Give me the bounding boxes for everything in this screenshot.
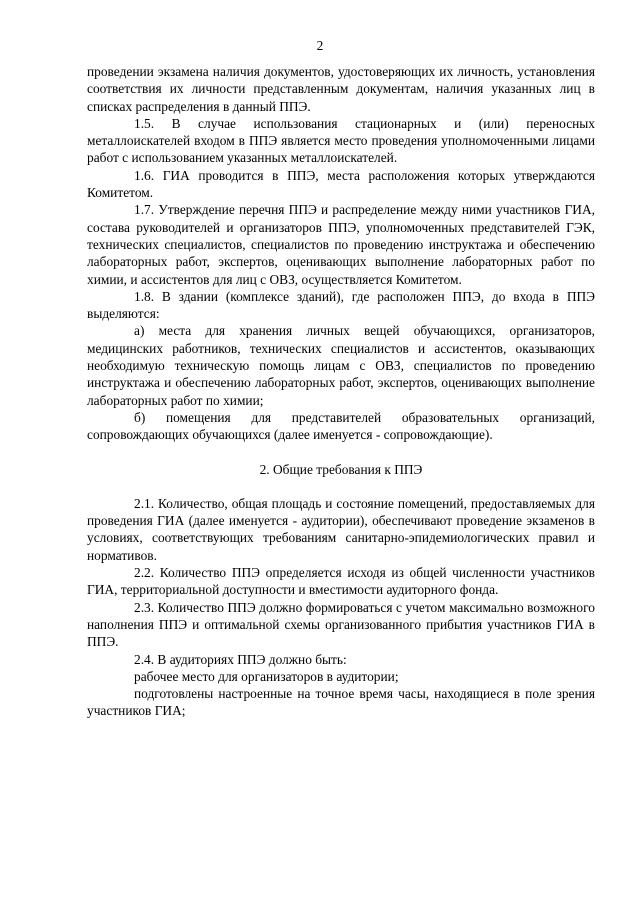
paragraph-2-3: 2.3. Количество ППЭ должно формироваться с учетом максимально возможного наполнения ППЭ и оптимальной схемы организованного прибытия участников ГИА в ППЭ. <box>87 599 595 650</box>
spacer <box>87 444 595 461</box>
paragraph-2-4-item-1: рабочее место для организаторов в аудитории; <box>134 668 399 684</box>
paragraph-2-1: 2.1. Количество, общая площадь и состояние помещений, предоставляемых для проведения ГИА (далее именуется - аудитории), обеспечивают проведение экзаменов в условиях, соответствующих требованиям санитарно-эпидемиологических правил и нормативов. <box>87 495 595 563</box>
paragraph-2-4-item-2: подготовлены настроенные на точное время часы, находящиеся в поле зрения участников ГИА; <box>87 686 595 719</box>
paragraph-1-7: 1.7. Утверждение перечня ППЭ и распределение между ними участников ГИА, состава руководителей и организаторов ППЭ, уполномоченных представителей ГЭК, технических специалистов, специалистов по проведению инструктажа и обеспечению лабораторных работ, экспертов, оценивающих выполнение лабораторных работ по химии, и ассистентов для лиц с ОВЗ, осуществляется Комитетом. <box>87 202 595 287</box>
paragraph-1-5: 1.5. В случае использования стационарных и (или) переносных металлоискателей входом в ППЭ является место проведения уполномоченными лицами работ с использованием указанных металлоискателей. <box>87 115 595 166</box>
paragraph-1-8-b: б) помещения для представителей образовательных организаций, сопровождающих обучающихся (далее именуется - сопровождающие). <box>87 409 595 443</box>
section-heading: 2. Общие требования к ППЭ <box>259 461 423 477</box>
paragraph-1-8-a: а) места для хранения личных вещей обучающихся, организаторов, медицинских работников, технических специалистов и ассистентов, оказывающих необходимую техническую помощь лицам с ОВЗ, специалистов по проведению инструктажа и обеспечению лабораторных работ, экспертов, оценивающих выполнение лабораторных работ по химии; <box>87 323 595 408</box>
paragraph-2-4: 2.4. В аудиториях ППЭ должно быть: <box>134 651 347 667</box>
paragraph-continuation: проведении экзамена наличия документов, удостоверяющих их личность, установления соответствия их личности представленным документам, наличия указанных лиц в списках распределения в данный ППЭ. <box>87 64 595 114</box>
document-body <box>87 63 595 720</box>
paragraph-1-6: 1.6. ГИА проводится в ППЭ, места расположения которых утверждаются Комитетом. <box>87 167 595 201</box>
page-number: 2 <box>316 38 324 53</box>
paragraph-2-2: 2.2. Количество ППЭ определяется исходя из общей численности участников ГИА, территориальной доступности и вместимости аудиторного фонда. <box>87 565 595 598</box>
paragraph-1-8: 1.8. В здании (комплексе зданий), где расположен ППЭ, до входа в ППЭ выделяются: <box>87 288 595 322</box>
spacer <box>87 478 595 495</box>
